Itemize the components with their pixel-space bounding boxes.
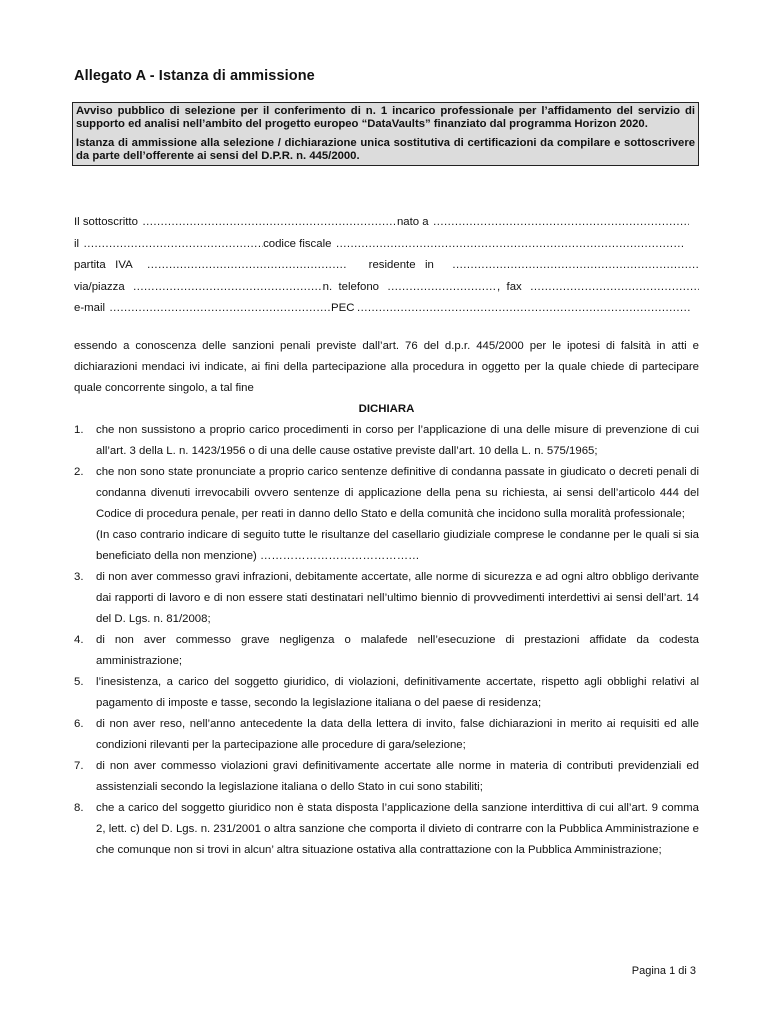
item-text: che non sono state pronunciate a proprio carico sentenze definitive di condanna passate in giudicato o decreti penali di condanna divenuti irrevocabili ovvero sentenze di applicazione della pena su richiesta, ai sensi dell’articolo 444 del Codice di procedura penale, per reati in danno dello Stato e della comunità che incidono sulla moralità professionale; bbox=[96, 466, 699, 520]
label-fax: , fax bbox=[497, 280, 522, 293]
intro-paragraph: essendo a conoscenza delle sanzioni penali previste dall’art. 76 del d.p.r. 445/2000 per le ipotesi di falsità in atti e dichiarazioni mendaci ivi indicate, ai fini della partecipazione alla procedura in oggetto per la quale chiede di partecipare quale concorrente singolo, a tal fine bbox=[74, 340, 699, 394]
item-number: 1. bbox=[74, 424, 84, 436]
list-item bbox=[74, 672, 699, 714]
item-number: 2. bbox=[74, 466, 84, 478]
list-item bbox=[74, 420, 699, 462]
input-nato-a[interactable] bbox=[433, 212, 689, 234]
item-number: 4. bbox=[74, 634, 84, 646]
page-title: Allegato A - Istanza di ammissione bbox=[74, 68, 315, 84]
label-nato-a: nato a bbox=[396, 216, 429, 228]
label-partita-iva: partita IVA bbox=[74, 259, 133, 271]
item-number: 5. bbox=[74, 676, 84, 688]
field-row-vat bbox=[74, 255, 699, 277]
applicant-fields bbox=[74, 212, 699, 320]
notice-instructions: Istanza di ammissione alla selezione / dichiarazione unica sostitutiva di certificazioni da compilare e sottoscrivere da parte dell’offerente ai sensi del D.P.R. n. 445/2000. bbox=[76, 136, 695, 162]
input-residente-in[interactable] bbox=[452, 255, 699, 277]
item-text: che a carico del soggetto giuridico non è stata disposta l’applicazione della sanzione interdittiva di cui all’art. 9 comma 2, lett. c) del D. Lgs. n. 231/2001 o altra sanzione che comporta il divieto di contrarre con la Pubblica Amministrazione e che comunque non si trovi in alcun’ altra situazione ostativa alla contrattazione con la Pubblica Amministrazione; bbox=[96, 802, 699, 856]
list-item bbox=[74, 714, 699, 756]
list-item bbox=[74, 630, 699, 672]
label-email: e-mail bbox=[74, 302, 106, 314]
list-item bbox=[74, 567, 699, 630]
list-item bbox=[74, 756, 699, 798]
label-pec: PEC bbox=[331, 302, 355, 314]
label-codice-fiscale: codice fiscale bbox=[263, 237, 332, 250]
label-telefono: n. telefono bbox=[322, 280, 380, 293]
input-telefono[interactable] bbox=[387, 277, 497, 299]
declaration-body bbox=[74, 336, 699, 861]
input-sottoscritto[interactable] bbox=[142, 212, 397, 234]
item-text: l’inesistenza, a carico del soggetto giuridico, di violazioni, definitivamente accertate, rispetto agli obblighi relativi al pagamento di imposte e tasse, secondo la legislazione italiana o del paese di residenza; bbox=[96, 676, 699, 709]
declaration-list bbox=[74, 420, 699, 861]
field-row-name bbox=[74, 212, 699, 234]
item-text: che non sussistono a proprio carico procedimenti in corso per l’applicazione di una delle misure di prevenzione di cui all’art. 3 della L. n. 1423/1956 o di una delle cause ostative previste dall’art. 10 della L. n. 575/1965; bbox=[96, 424, 699, 457]
notice-header-box bbox=[72, 102, 699, 166]
dichiara-heading: DICHIARA bbox=[358, 403, 415, 415]
field-row-contact bbox=[74, 298, 699, 320]
label-residente-in: residente in bbox=[368, 259, 434, 271]
input-partita-iva[interactable] bbox=[147, 255, 347, 277]
input-il[interactable] bbox=[83, 234, 263, 256]
input-pec[interactable] bbox=[356, 298, 691, 320]
input-via-piazza[interactable] bbox=[133, 277, 323, 299]
input-fax[interactable] bbox=[530, 277, 699, 299]
label-il: il bbox=[74, 237, 80, 250]
item-number: 3. bbox=[74, 571, 84, 583]
item-number: 6. bbox=[74, 718, 84, 730]
field-row-address bbox=[74, 277, 699, 299]
item-number: 7. bbox=[74, 760, 84, 772]
item-text: di non aver commesso gravi infrazioni, debitamente accertate, alle norme di sicurezza e ad ogni altro obbligo derivante dai rapporti di lavoro e di non essere stati destinatari nell’ultimo biennio di provvedimenti interdettivi ai sensi dell’art. 14 del D. Lgs. n. 81/2008; bbox=[96, 571, 699, 625]
item-note: (In caso contrario indicare di seguito tutte le risultanze del casellario giudiziale comprese le condanne per le quali si sia beneficiato della non menzione) …………………………………… bbox=[96, 529, 699, 562]
label-via-piazza: via/piazza bbox=[74, 280, 125, 293]
item-text: di non aver reso, nell’anno antecedente la data della lettera di invito, false dichiarazioni in merito ai requisiti ed alle condizioni rilevanti per la partecipazione alle procedure di gara/selezione; bbox=[96, 718, 699, 751]
item-text: di non aver commesso grave negligenza o malafede nell’esecuzione di prestazioni affidate da codesta amministrazione; bbox=[96, 634, 699, 667]
list-item bbox=[74, 798, 699, 861]
label-sottoscritto: Il sottoscritto bbox=[74, 216, 138, 228]
item-text: di non aver commesso violazioni gravi definitivamente accertate alle norme in materia di contributi previdenziali ed assistenziali secondo la legislazione italiana o dello Stato in cui sono stabiliti; bbox=[96, 760, 699, 793]
list-item bbox=[74, 462, 699, 567]
input-codice-fiscale[interactable] bbox=[335, 234, 685, 256]
notice-subject: Avviso pubblico di selezione per il conferimento di n. 1 incarico professionale per l’affidamento del servizio di supporto ed analisi nell’ambito del progetto europeo “DataVaults” finanziato dal programma Horizon 2020. bbox=[76, 105, 695, 131]
page-number: Pagina 1 di 3 bbox=[631, 965, 696, 977]
input-email[interactable] bbox=[109, 298, 331, 320]
field-row-birth bbox=[74, 234, 699, 256]
item-number: 8. bbox=[74, 802, 84, 814]
